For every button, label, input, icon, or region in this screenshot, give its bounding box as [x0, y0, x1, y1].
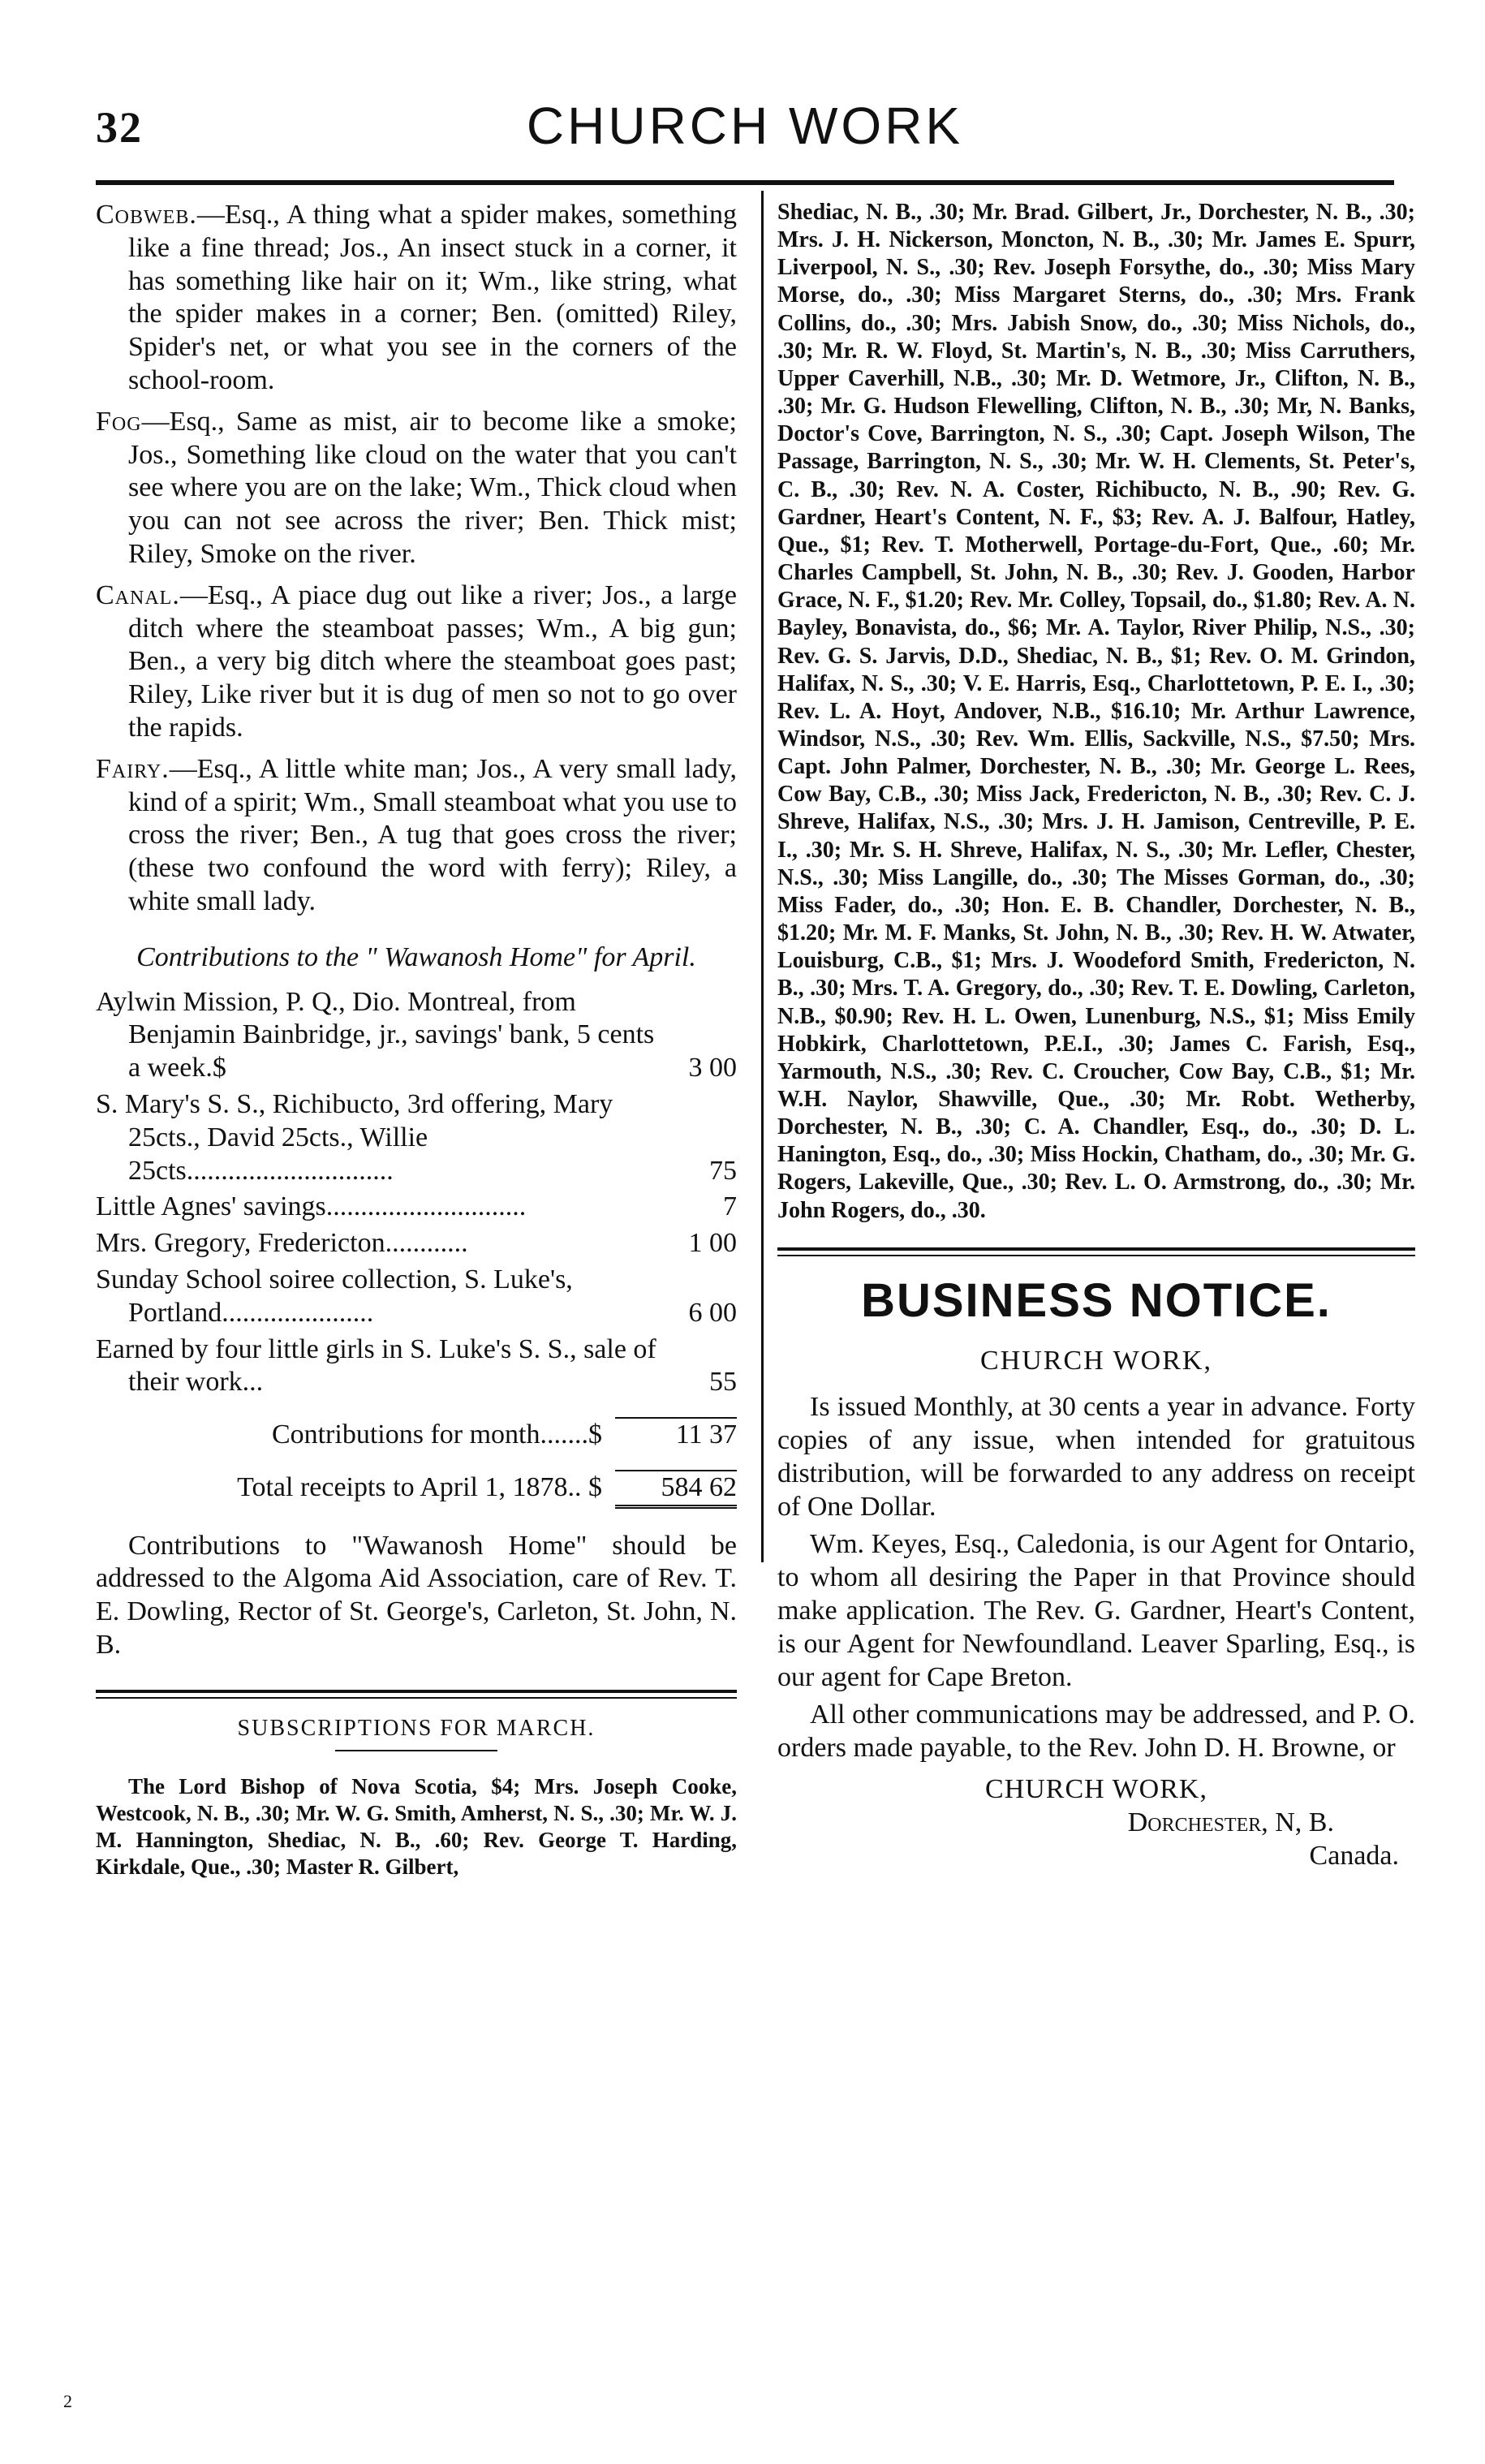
signature-line: Dorchester, N, B. [1127, 1807, 1334, 1837]
signature-line: Canada. [1309, 1840, 1399, 1871]
contribution-desc: Aylwin Mission, P. Q., Dio. Montreal, from Benjamin Bainbridge, jr., savings' bank, 5 cents a week.$ [96, 986, 655, 1083]
contribution-row [96, 1088, 737, 1187]
section-rule [777, 1247, 1415, 1256]
page-number: 32 [96, 103, 143, 152]
month-total-amount: 11 37 [615, 1417, 737, 1452]
month-total-label: Contributions for month.......$ [271, 1419, 602, 1450]
definition-head: Fairy. [96, 753, 170, 784]
contribution-amount: 7 [723, 1191, 737, 1222]
contributions-note: Contributions to "Wawanosh Home" should be addressed to the Algoma Aid Association, care of Rev. T. E. Dowling, Rector of St. George's, Carleton, St. John, N. B. [96, 1530, 737, 1661]
subscriptions-text: The Lord Bishop of Nova Scotia, $4; Mrs. Joseph Cooke, Westcook, N. B., .30; Mr. W. G. Smith, Amherst, N. S., .30; Mr. W. J. M. Hannington, Shediac, N. B., .60; Rev. George T. Harding, Kirkdale, Que., .30; Master R. Gilbert, [96, 1774, 737, 1880]
definition-head: Cobweb. [96, 200, 197, 230]
business-notice-subtitle: CHURCH WORK, [980, 1346, 1212, 1376]
month-total-row [96, 1417, 737, 1452]
contribution-desc: Earned by four little girls in S. Luke's S. S., sale of their work... [96, 1333, 656, 1398]
contribution-desc: S. Mary's S. S., Richibucto, 3rd offering, Mary 25cts., David 25cts., Willie 25cts.............................. [96, 1088, 613, 1186]
contribution-row [96, 1264, 737, 1330]
contributions-list [96, 986, 737, 1400]
right-column [777, 199, 1415, 1872]
short-rule [335, 1750, 497, 1751]
signature-line: CHURCH WORK, [985, 1773, 1207, 1804]
business-paragraph: Is issued Monthly, at 30 cents a year in advance. Forty copies of any issue, when intended for gratuitous distribution, will be forwarded to any address on receipt of One Dollar. [777, 1392, 1415, 1522]
definition-head: Fog [96, 406, 142, 437]
contribution-desc: Mrs. Gregory, Fredericton............ [96, 1228, 468, 1259]
definition-text: —Esq., Same as mist, air to become like a smoke; Jos., Something like cloud on the water that you can't see where you are on the lake; Wm., Thick cloud when you can not see across the river; Ben. Thick mist; Riley, Smoke on the river. [128, 406, 737, 569]
signature-block [777, 1773, 1415, 1872]
contribution-amount: 3 00 [688, 1053, 737, 1083]
contribution-row [96, 1191, 737, 1224]
contribution-desc: Sunday School soiree collection, S. Luke's, Portland...................... [96, 1264, 573, 1328]
left-column [96, 199, 737, 1902]
definition-text: —Esq., A thing what a spider makes, something like a fine thread; Jos., An insect stuck in a corner, it has something like hair on it; Wm., like string, what the spider makes in a corner; Ben. (omitted) Riley, Spider's net, or what you see in the corners of the school-room. [128, 200, 737, 395]
business-paragraph: Wm. Keyes, Esq., Caledonia, is our Agent for Ontario, to whom all desiring the Paper in that Province should make application. The Rev. G. Gardner, Heart's Content, is our Agent for Newfoundland. Leaver Sparling, Esq., is our agent for Cape Breton. [777, 1529, 1415, 1692]
grand-total-amount: 584 62 [615, 1470, 737, 1509]
contribution-row [96, 1333, 737, 1400]
definition-entry [96, 406, 737, 571]
contribution-amount: 55 [709, 1367, 737, 1398]
contributions-title: Contributions to the " Wawanosh Home" for April. [136, 941, 696, 972]
grand-total-label: Total receipts to April 1, 1878.. $ [237, 1471, 602, 1502]
page-header [96, 96, 1394, 169]
definition-head: Canal. [96, 579, 180, 610]
definition-entry [96, 753, 737, 919]
column-divider [761, 191, 764, 1562]
contribution-amount: 6 00 [688, 1297, 737, 1328]
subscriptions-title: SUBSCRIPTIONS FOR MARCH. [237, 1715, 596, 1741]
contribution-row [96, 1227, 737, 1260]
definition-text: —Esq., A little white man; Jos., A very small lady, kind of a spirit; Wm., Small steamboat what you use to cross the river; Ben., A tug that goes cross the river; (these two confound the word with ferry); Riley, a white small lady. [128, 753, 737, 916]
contribution-amount: 1 00 [688, 1228, 737, 1259]
contribution-row [96, 986, 737, 1085]
business-notice-title: BUSINESS NOTICE. [861, 1273, 1332, 1327]
header-rule [96, 180, 1394, 185]
grand-total-row [96, 1470, 737, 1509]
contribution-amount: 75 [709, 1155, 737, 1186]
business-paragraph: All other communications may be addressed, and P. O. orders made payable, to the Rev. John D. H. Browne, or [777, 1699, 1415, 1764]
contribution-desc: Little Agnes' savings............................. [96, 1191, 527, 1222]
subscriptions-continued: Shediac, N. B., .30; Mr. Brad. Gilbert, Jr., Dorchester, N. B., .30; Mrs. J. H. Nickerson, Moncton, N. B., .30; Mr. James E. Spurr, Liverpool, N. S., .30; Rev. Joseph Forsythe, do., .30; Miss Mary Morse, do., .30; Miss Margaret Sterns, do., .30; Mrs. Frank Collins, do., .30; Mrs. Jabish Snow, do., .30; Miss Nichols, do., .30; Mr. R. W. Floyd, St. Martin's, N. B., .30; Miss Carruthers, Upper Caverhill, N.B., .30; Mr. D. Wetmore, Jr., Clifton, N. B., .30; Mr. G. Hudson Flewelling, Clifton, N. B., .30; Mr, N. Banks, Doctor's Cove, Barrington, N. S., .30; Capt. Joseph Wilson, The Passage, Barrington, N. S., .30; Mr. W. H. Clements, St. Peter's, C. B., .30; Rev. N. A. Coster, Richibucto, N. B., .90; Rev. G. Gardner, Heart's Content, N. F., $3; Rev. A. J. Balfour, Hatley, Que., $1; Rev. T. Motherwell, Portage-du-Fort, Que., .60; Mr. Charles Campbell, St. John, N. B., .30; Rev. J. Gooden, Harbor Grace, N. F., $1.20; Rev. Mr. Colley, Topsail, do., $1.80; Rev. A. N. Bayley, Bonavista, do., $6; Mr. A. Taylor, River Philip, N.S., .30; Rev. G. S. Jarvis, D.D., Shediac, N. B., $1; Rev. O. M. Grindon, Halifax, N. S., .30; V. E. Harris, Esq., Charlottetown, P. E. I., .30; Rev. L. A. Hoyt, Andover, N.B., $16.10; Mr. Arthur Lawrence, Windsor, N.S., .30; Rev. Wm. Ellis, Sackville, N.S., $7.50; Mrs. Capt. John Palmer, Dorchester, N. B., .30; Mr. George L. Rees, Cow Bay, C.B., .30; Miss Jack, Fredericton, N. B., .30; Rev. C. J. Shreve, Halifax, N.S., .30; Mrs. J. H. Jamison, Centreville, P. E. I., .30; Mr. S. H. Shreve, Halifax, N. S., .30; Mr. Lefler, Chester, N.S., .30; Miss Langille, do., .30; The Misses Gorman, do., .30; Miss Fader, do., .30; Hon. E. B. Chandler, Dorchester, N. B., $1.20; Mr. M. F. Manks, St. John, N. B., .30; Rev. H. W. Atwater, Louisburg, C.B., $1; Mrs. J. Woodeford Smith, Fredericton, N. B., .30; Mrs. T. A. Gregory, do., .30; Rev. T. E. Dowling, Carleton, N.B., $0.90; Rev. H. L. Owen, Lunenburg, N.S., $1; Miss Emily Hobkirk, Charlottetown, P.E.I., .30; James C. Farish, Esq., Yarmouth, N.S., .30; Rev. C. Croucher, Cow Bay, C.B., $1; Mr. W.H. Naylor, Shawville, Que., .30; Mr. Robt. Wetherby, Dorchester, N. B., .30; C. A. Chandler, Esq., do., .30; D. L. Hanington, Esq., do., .30; Miss Hockin, Chatham, do., .30; Mr. G. Rogers, Lakeville, Que., .30; Rev. L. O. Armstrong, do., .30; Mr. John Rogers, do., .30. [777, 200, 1415, 1223]
footer-mark: 2 [63, 2391, 72, 2411]
definition-text: —Esq., A piace dug out like a river; Jos., a large ditch where the steamboat passes; Wm., A big gun; Ben., a very big ditch where the steamboat goes past; Riley, Like river but it is dug of men so not to go over the rapids. [128, 579, 737, 743]
section-rule [96, 1690, 737, 1699]
definition-entry [96, 579, 737, 745]
running-title: CHURCH WORK [526, 97, 964, 155]
definition-entry [96, 199, 737, 398]
